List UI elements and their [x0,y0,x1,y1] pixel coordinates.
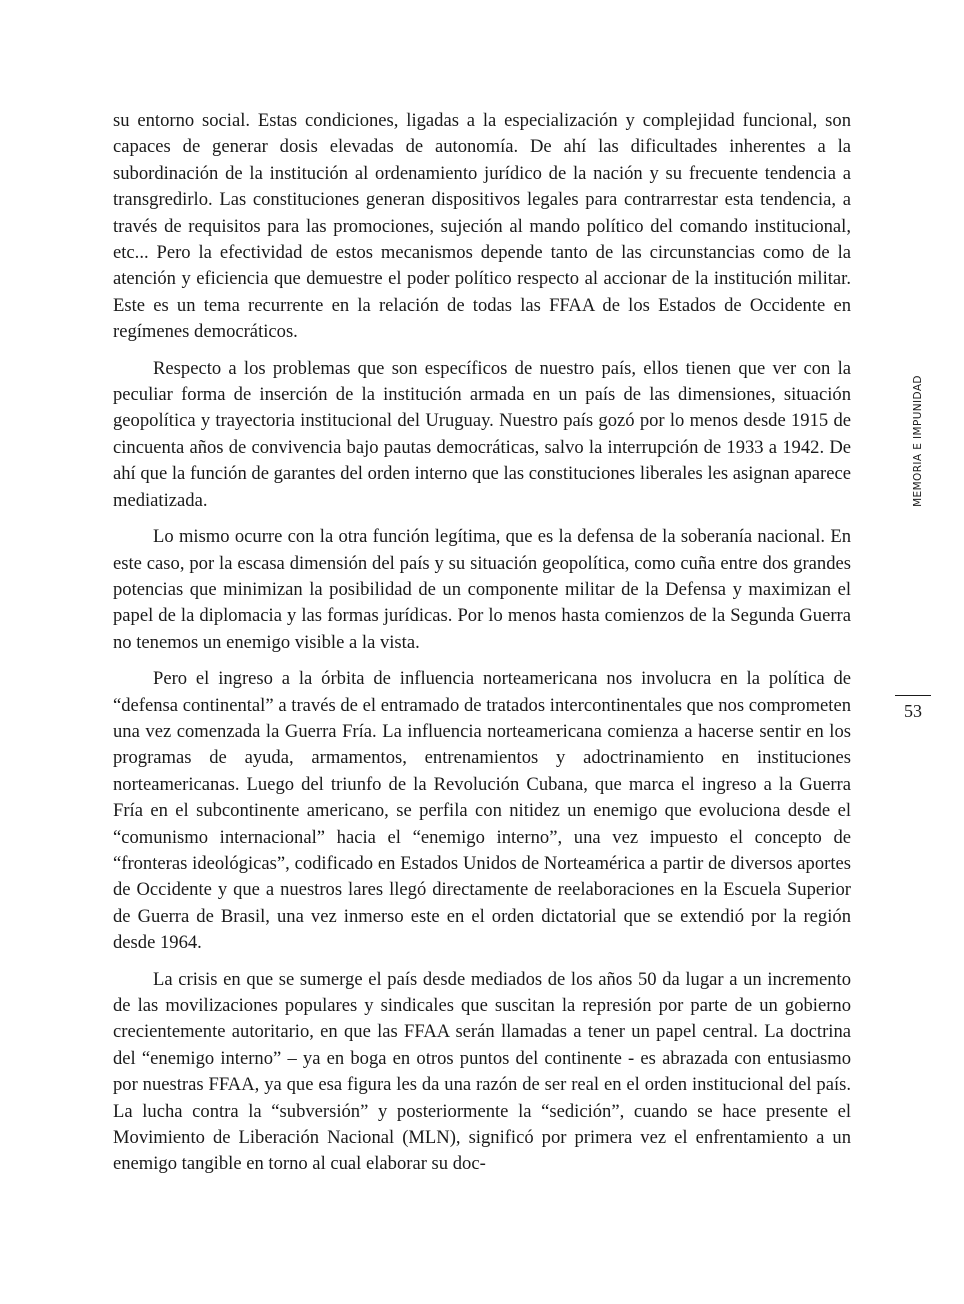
running-header-text: MEMORIA E IMPUNIDAD [912,374,925,507]
paragraph-continuation: su entorno social. Estas condiciones, ligadas a la especialización y complejidad funcional, son capaces de generar dosis elevadas de autonomía. De ahí las dificultades inherentes a la subordinación de la institución al ordenamiento jurídico de la nación y su frecuente tendencia a transgredirlo. Las constituciones generan dispositivos legales para contrarrestar esta tendencia, a través de requisitos para las promociones, sujeción al mando político del comando institucional, etc... Pero la efectividad de estos mecanismos depende tanto de las circunstancias como de la atención y eficiencia que demuestre el poder político respecto al accionar de la institución militar. Este es un tema recurrente en la relación de todas las FFAA de los Estados de Occidente en regímenes democráticos. [113,110,851,343]
page-body [113,108,851,1188]
page-number: 53 [904,701,922,721]
running-header [911,368,925,513]
paragraph-cold-war-influence: Pero el ingreso a la órbita de influencia norteamericana nos involucra en la política de “defensa continental” a través de el entramado de tratados intercontinentales que nos comprometen una vez comenzada la Guerra Fría. La influencia norteamericana comienza a hacerse sentir en los programas de ayuda, armamentos, entrenamientos y adoctrinamiento en instituciones norteamericanas. Luego del triunfo de la Revolución Cubana, que marca el ingreso a la Guerra Fría en el subcontinente americano, se perfila con nitidez un enemigo que evoluciona desde el “comunismo internacional” hacia el “enemigo interno”, una vez impuesto el concepto de “fronteras ideológicas”, codificado en Estados Unidos de Norteamérica a partir de diversos aportes de Occidente y que a nuestros lares llegó directamente de reelaboraciones en la Escuela Superior de Guerra de Brasil, una vez inmerso este en el orden dictatorial que se extendió por la región desde 1964. [113,668,851,954]
paragraph-uruguay-specific-problems: Respecto a los problemas que son específicos de nuestro país, ellos tienen que ver con la peculiar forma de inserción de la institución armada en un país de las dimensiones, situación geopolítica y trayectoria institucional del Uruguay. Nuestro país gozó por lo menos desde 1915 de cincuenta años de convivencia bajo pautas democráticas, salvo la interrupción de 1933 a 1942. De ahí que la función de garantes del orden interno que las constituciones liberales les asignan aparece mediatizada. [113,357,851,511]
folio-rule [895,695,931,696]
paragraph-crisis-fifties: La crisis en que se sumerge el país desde mediados de los años 50 da lugar a un incremento de las movilizaciones populares y sindicales que suscitan la represión por parte de un gobierno crecientemente autoritario, en que las FFAA serán llamadas a tener un papel central. La doctrina del “enemigo interno” – ya en boga en otros puntos del continente - es abrazada con entusiasmo por nuestras FFAA, ya que esa figura les da una razón de ser real en el orden institucional del país. La lucha contra la “subversión” y posteriormente la “sedición”, cuando se hace presente el Movimiento de Liberación Nacional (MLN), significó por primera vez el enfrentamiento a un enemigo tangible en torno al cual elaborar su doc- [113,968,851,1175]
paragraph-sovereignty-defense: Lo mismo ocurre con la otra función legítima, que es la defensa de la soberanía nacional. En este caso, por la escasa dimensión del país y su situación geopolítica, como cuña entre dos grandes potencias que minimizan la posibilidad de un componente militar de la Defensa y maximizan el papel de la diplomacia y las formas jurídicas. Por lo menos hasta comienzos de la Segunda Guerra no tenemos un enemigo visible a la vista. [113,526,851,653]
